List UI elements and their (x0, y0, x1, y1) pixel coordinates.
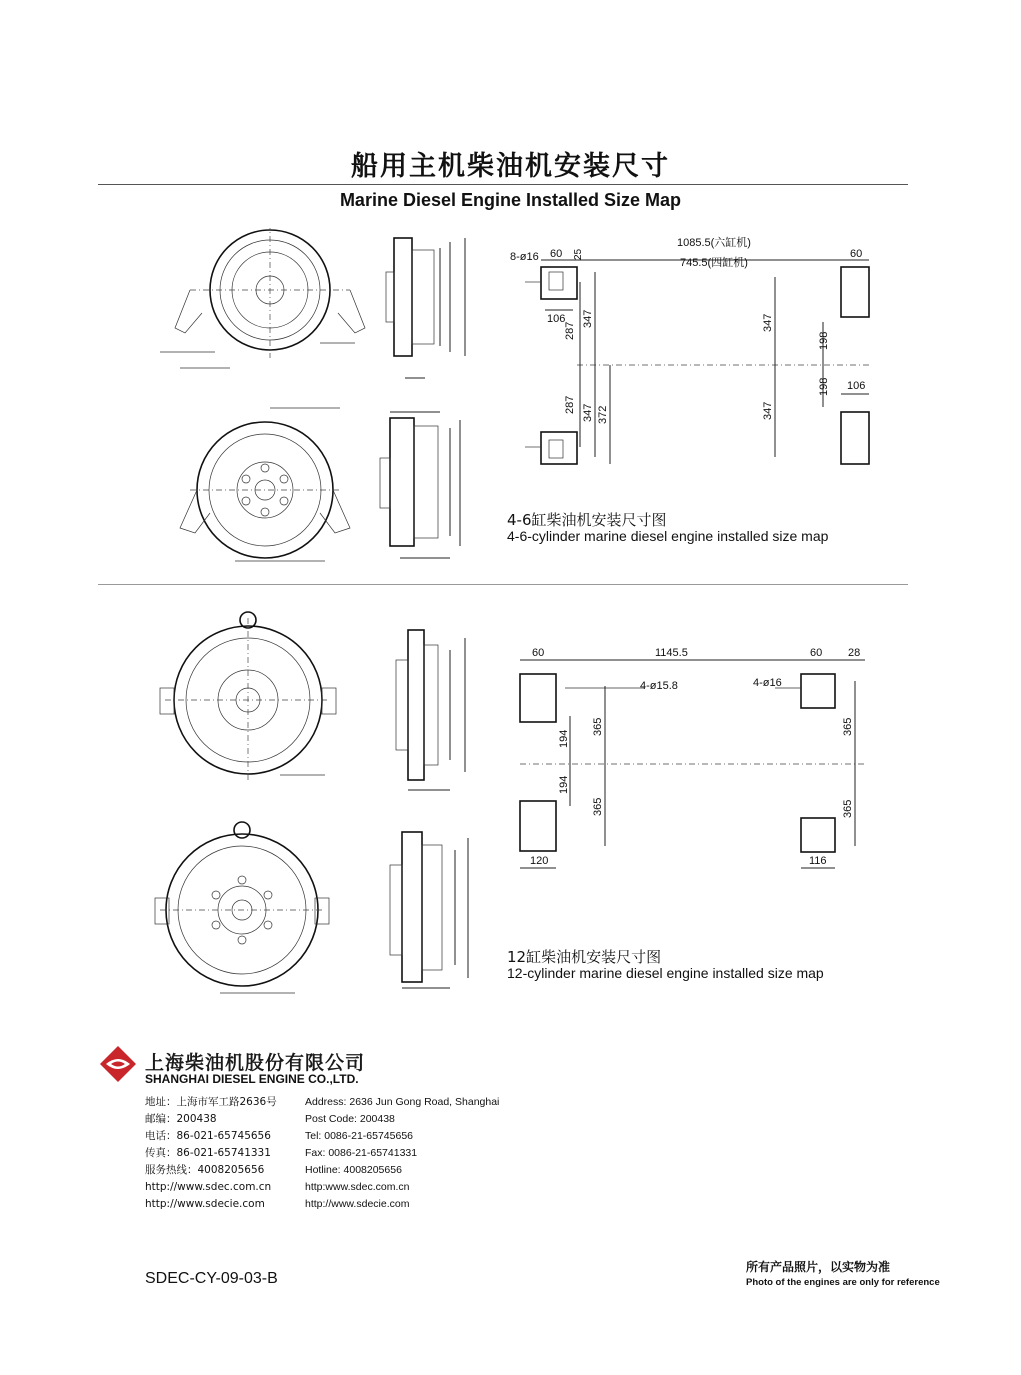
contact-en-url-2[interactable]: http://www.sdecie.com (305, 1198, 410, 1210)
dim-198-top-46: 198 (818, 331, 830, 350)
mounting-diagram-12 (505, 636, 900, 876)
front-view-top-46 (160, 228, 365, 368)
dim-365-rb-12: 365 (842, 799, 854, 818)
dim-116-12: 116 (809, 855, 827, 867)
document-code: SDEC-CY-09-03-B (145, 1270, 278, 1287)
dim-length-12: 1145.5 (655, 647, 688, 659)
dim-106-top-46: 106 (547, 313, 566, 325)
contact-cn-list (145, 1094, 277, 1213)
dim-bolt-right-12: 4-ø16 (753, 677, 782, 689)
page-title-en: Marine Diesel Engine Installed Size Map (339, 190, 682, 210)
dim-347-lt-46: 347 (582, 309, 594, 328)
front-view-bottom-12 (155, 822, 329, 993)
dim-365-a-12: 365 (592, 717, 604, 736)
dim-bolt-spec-46: 8-ø16 (510, 251, 539, 263)
side-view-top-46 (386, 238, 465, 378)
dim-60-right-12: 60 (810, 647, 823, 659)
contact-cn-postcode: 邮编：200438 (145, 1113, 217, 1125)
mount-bracket-tl-12 (520, 674, 556, 722)
dim-106-right-46: 106 (847, 380, 866, 392)
contact-en-tel: Tel: 0086-21-65745656 (305, 1130, 414, 1142)
mount-bracket-br (841, 412, 869, 464)
contact-cn-address: 地址：上海市军工路2636号 (145, 1096, 277, 1108)
dim-25-46: 25 (573, 248, 584, 260)
mounting-diagram-46 (505, 232, 900, 477)
dim-287-bottom-46: 287 (564, 395, 576, 414)
dim-60-left-12: 60 (532, 647, 545, 659)
flywheel-housing-drawings-46 (150, 228, 490, 578)
title-divider (98, 184, 908, 185)
front-view-bottom-46 (180, 408, 350, 561)
page-title-cn: 船用主机柴油机安装尺寸 (351, 151, 670, 182)
contact-cn-hotline: 服务热线：4008205656 (145, 1164, 265, 1176)
dim-372-46: 372 (597, 405, 609, 424)
caption-en-46: 4-6-cylinder marine diesel engine installed size map (507, 528, 829, 544)
side-view-top-12 (396, 630, 465, 790)
front-view-top-12 (160, 612, 336, 780)
mount-bracket-tr (841, 267, 869, 317)
dim-28-12: 28 (848, 647, 861, 659)
dim-287-top-46: 287 (564, 321, 576, 340)
caption-cn-46: 4-6缸柴油机安装尺寸图 (507, 511, 667, 529)
contact-en-address: Address: 2636 Jun Gong Road, Shanghai (305, 1096, 500, 1108)
company-logo-icon (98, 1044, 138, 1084)
dim-length-4cyl: 745.5(四缸机) (680, 257, 748, 269)
contact-cn-url-2[interactable]: http://www.sdecie.com (145, 1198, 265, 1210)
mount-bracket-tr-12 (801, 674, 835, 708)
caption-en-12: 12-cylinder marine diesel engine installed size map (507, 965, 824, 981)
mount-bracket-br-12 (801, 818, 835, 852)
dim-length-6cyl: 1085.5(六缸机) (677, 237, 751, 249)
dim-347-rt-46: 347 (762, 313, 774, 332)
photo-note-cn: 所有产品照片，以实物为准 (746, 1260, 891, 1274)
contact-cn-url-1[interactable]: http://www.sdec.com.cn (145, 1181, 272, 1193)
flywheel-housing-drawings-12 (150, 610, 490, 1005)
dim-194-a-12: 194 (558, 729, 570, 748)
dim-198-bottom-46: 198 (818, 377, 830, 396)
mount-bracket-bl (541, 432, 577, 464)
company-name-en: SHANGHAI DIESEL ENGINE CO.,LTD. (145, 1072, 359, 1086)
photo-note-en: Photo of the engines are only for reference (746, 1277, 940, 1288)
caption-cn-12: 12缸柴油机安装尺寸图 (507, 948, 662, 966)
dim-347-rb-46: 347 (762, 401, 774, 420)
company-name-cn: 上海柴油机股份有限公司 (145, 1052, 366, 1074)
section-divider (98, 584, 908, 585)
dim-60-right-46: 60 (850, 248, 863, 260)
contact-en-hotline: Hotline: 4008205656 (305, 1164, 402, 1176)
mount-bracket-bl-12 (520, 801, 556, 851)
contact-en-postcode: Post Code: 200438 (305, 1113, 395, 1125)
dim-365-rt-12: 365 (842, 717, 854, 736)
dim-bolt-left-12: 4-ø15.8 (640, 680, 678, 692)
contact-en-url-1[interactable]: http:www.sdec.com.cn (305, 1181, 410, 1193)
dim-60-left-46: 60 (550, 248, 563, 260)
side-view-bottom-12 (390, 832, 468, 988)
dim-365-b-12: 365 (592, 797, 604, 816)
dim-194-b-12: 194 (558, 775, 570, 794)
side-view-bottom-46 (380, 412, 460, 558)
contact-en-list (305, 1094, 499, 1213)
contact-en-fax: Fax: 0086-21-65741331 (305, 1147, 418, 1159)
contact-cn-tel: 电话：86-021-65745656 (145, 1130, 271, 1142)
dim-347-lb-46: 347 (582, 403, 594, 422)
dim-120-12: 120 (530, 855, 549, 867)
contact-cn-fax: 传真：86-021-65741331 (145, 1147, 271, 1159)
